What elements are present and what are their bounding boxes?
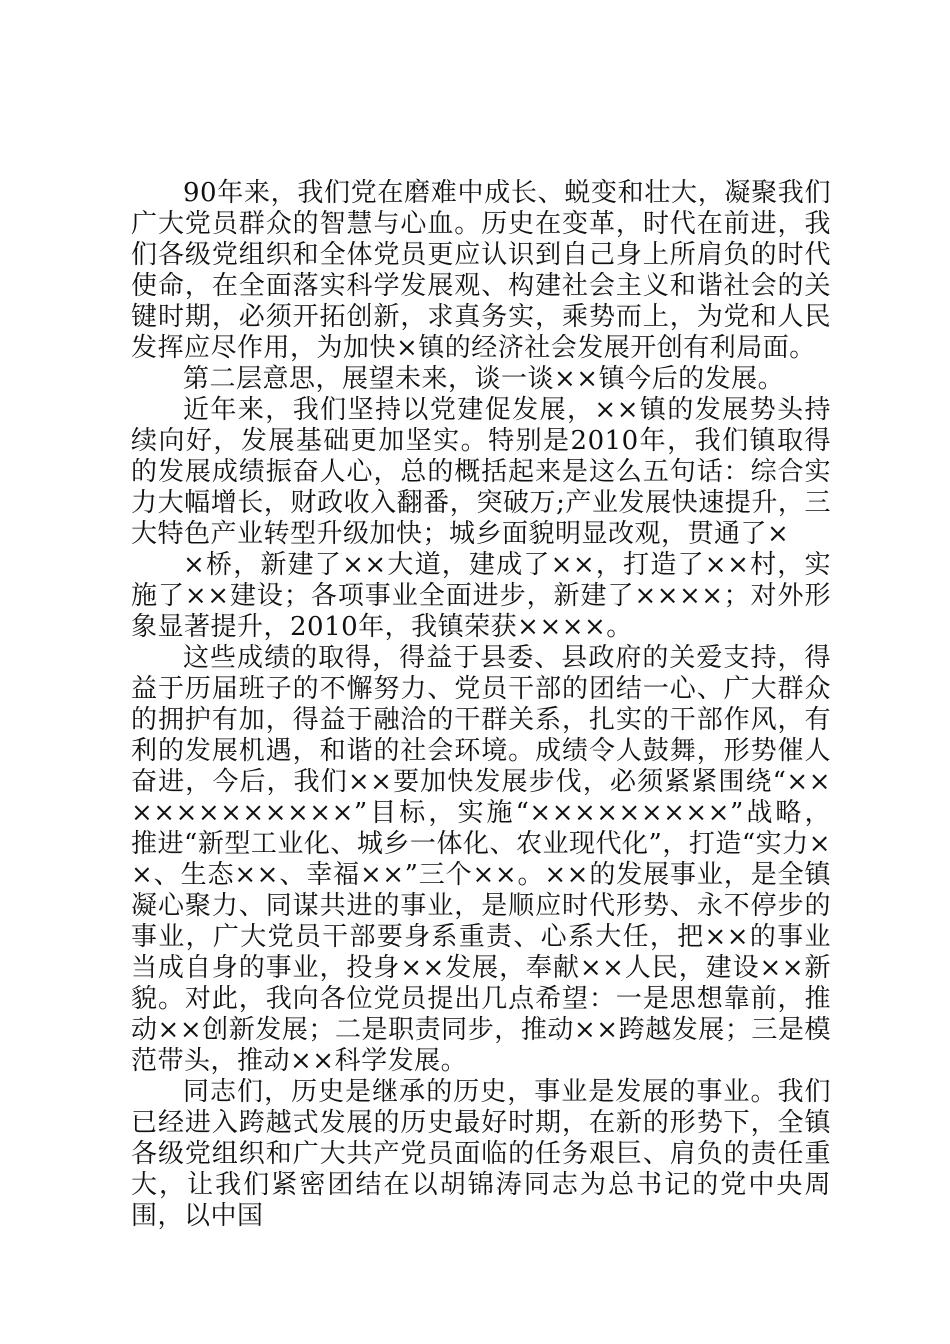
document-body [131,178,831,1232]
paragraph-achievements: ×桥，新建了××大道，建成了××，打造了××村，实施了××建设；各项事业全面进步，新建了××××；对外形象显著提升，2010年，我镇荣获××××。 [131,550,831,642]
paragraph-second-point: 第二层意思，展望未来，谈一谈××镇今后的发展。 [183,364,785,394]
paragraph-comrades: 同志们，历史是继承的历史，事业是发展的事业。我们已经进入跨越式发展的历史最好时期，在新的形势下，全镇各级党组织和广大共产党员面临的任务艰巨、肩负的责任重大，让我们紧密团结在以胡锦涛同志为总书记的党中央周围，以中国 [131,1077,831,1231]
paragraph-outlook: 这些成绩的取得，得益于县委、县政府的关爱支持，得益于历届班子的不懈努力、党员干部的团结一心、广大群众的拥护有加，得益于融洽的干群关系，扎实的干部作风，有利的发展机遇，和谐的社会环境。成绩令人鼓舞，形势催人奋进，今后，我们××要加快发展步伐，必须紧紧围绕“××××××××××××”目标，实施“×××××××××”战略，推进“新型工业化、城乡一体化、农业现代化”，打造“实力××、生态××、幸福××”三个××。××的发展事业，是全镇凝心聚力、同谋共进的事业，是顺应时代形势、永不停步的事业，广大党员干部要身系重责、心系大任，把××的事业当成自身的事业，投身××发展，奉献××人民，建设××新貌。对此，我向各位党员提出几点希望：一是思想靠前，推动××创新发展；二是职责同步，推动××跨越发展；三是模范带头，推动××科学发展。 [131,643,831,1076]
paragraph-history: 90年来，我们党在磨难中成长、蜕变和壮大，凝聚我们广大党员群众的智慧与心血。历史在变革，时代在前进，我们各级党组织和全体党员更应认识到自己身上所肩负的时代使命，在全面落实科学发展观、构建社会主义和谐社会的关键时期，必须开拓创新，求真务实，乘势而上，为党和人民发挥应尽作用，为加快×镇的经济社会发展开创有利局面。 [131,178,831,363]
paragraph-recent-years: 近年来，我们坚持以党建促发展，××镇的发展势头持续向好，发展基础更加坚实。特别是2010年，我们镇取得的发展成绩振奋人心，总的概括起来是这么五句话：综合实力大幅增长，财政收入翻番，突破万;产业发展快速提升，三大特色产业转型升级加快；城乡面貌明显改观，贯通了× [131,395,831,549]
